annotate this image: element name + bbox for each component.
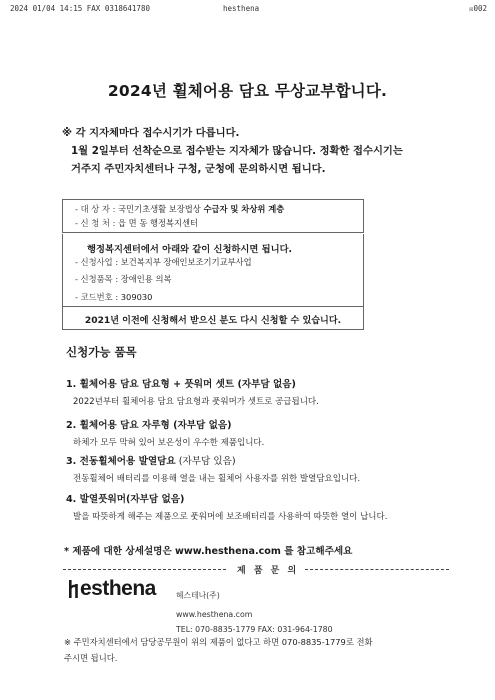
footer-line: ※ 주민자치센터에서 담당공무원이 위의 제품이 없다고 하면 070-8835-1779로 전화 [64,637,373,647]
notice-line: ※ 각 지자체마다 접수시기가 다릅니다. [62,127,240,139]
office-label: - 신 청 처 : [75,218,116,228]
eligibility-box [62,199,364,233]
product-title-note: (자부담 있음) [175,456,236,467]
notice-line: 1월 2일부터 선착순으로 접수받는 지자체가 많습니다. 정확한 접수시기는 [71,145,403,157]
fax-timestamp: 2024 01/04 14:15 FAX 0318641780 [10,4,150,13]
product-title-text: 4. 발열풋워머(자부담 없음) [66,494,185,505]
product-item [66,417,264,448]
document-title: 2024년 휠체어용 담요 무상교부합니다. [107,82,388,100]
eligibility-office [75,217,198,229]
item-value: 장애인용 의복 [120,274,172,284]
program-value: 보건복지부 장애인보조기기교부사업 [120,257,252,267]
target-value: 국민기초생활 보장법상 [118,204,201,214]
product-description: 발을 따뜻하게 해주는 제품으로 풋워머에 보조배터리를 사용하여 따뜻한 열이 납니다. [73,512,388,522]
product-item [66,453,360,484]
company-logo [69,577,159,605]
logo-h-icon [69,580,78,598]
company-contact: TEL: 070-8835-1779 FAX: 031-964-1780 [176,625,333,634]
reapply-notice: 2021년 이전에 신청해서 받으신 분도 다시 신청할 수 있습니다. [84,316,342,326]
application-code [75,291,152,303]
product-description: 2022년부터 휠체어용 담요 담요형과 풋워머가 셋트로 공급됩니다. [73,397,319,407]
logo-wordmark: esthena [80,577,156,600]
reapply-box [62,306,364,330]
product-description: 전동휠체어 배터리를 이용해 열을 내는 휠체어 사용자를 위한 발열담요입니다. [73,474,361,484]
website-reference: * 제품에 대한 상세설명은 www.hesthena.com 를 참고해주세요 [64,546,353,557]
program-label: - 신청사업 : [75,257,119,267]
fax-header [10,4,487,16]
eligibility-target [75,203,284,215]
item-label: - 신청품목 : [75,274,119,284]
product-title-text: 1. 휠체어용 담요 담요형 + 풋워머 셋트 (자부담 없음) [66,379,296,390]
submission-notice [62,124,482,178]
product-title [66,453,360,467]
contact-heading: 제 품 문 의 [237,566,299,576]
divider-line [63,569,226,570]
product-item [66,491,387,522]
application-heading: 행정복지센터에서 아래와 같이 신청하시면 됩니다. [87,244,293,255]
product-item [66,376,319,407]
company-info [176,588,333,638]
application-item [75,273,172,285]
notice-line: 거주지 주민자치센터나 구청, 군청에 문의하시면 됩니다. [71,163,326,175]
footer-note [64,634,464,666]
divider-line [305,569,449,570]
product-description: 하체가 모두 막혀 있어 보온성이 우수한 제품입니다. [73,438,265,448]
footer-line: 주시면 됩니다. [64,653,118,663]
company-website: www.hesthena.com [176,609,253,619]
product-title-text: 3. 전동휠체어용 발열담요 [66,456,176,467]
fax-page-number: ☒002 [468,4,487,13]
code-value: 309030 [120,292,153,302]
code-label: - 코드번호 : [75,292,119,302]
target-value-emphasis: 수급자 및 차상위 계층 [203,204,285,214]
fax-sender: hesthena [223,4,260,13]
application-box [62,234,364,307]
company-name: 헤스테나(주) [176,591,220,600]
section-title: 신청가능 품목 [66,345,137,359]
product-title [66,417,264,431]
product-title-text: 2. 휠체어용 담요 자루형 (자부담 없음) [66,420,232,431]
application-program [75,256,252,268]
product-title [66,376,319,390]
product-title [66,491,387,505]
contact-divider [63,563,449,575]
office-value: 읍 면 동 행정복지센터 [118,218,199,228]
target-label: - 대 상 자 : [75,204,116,214]
